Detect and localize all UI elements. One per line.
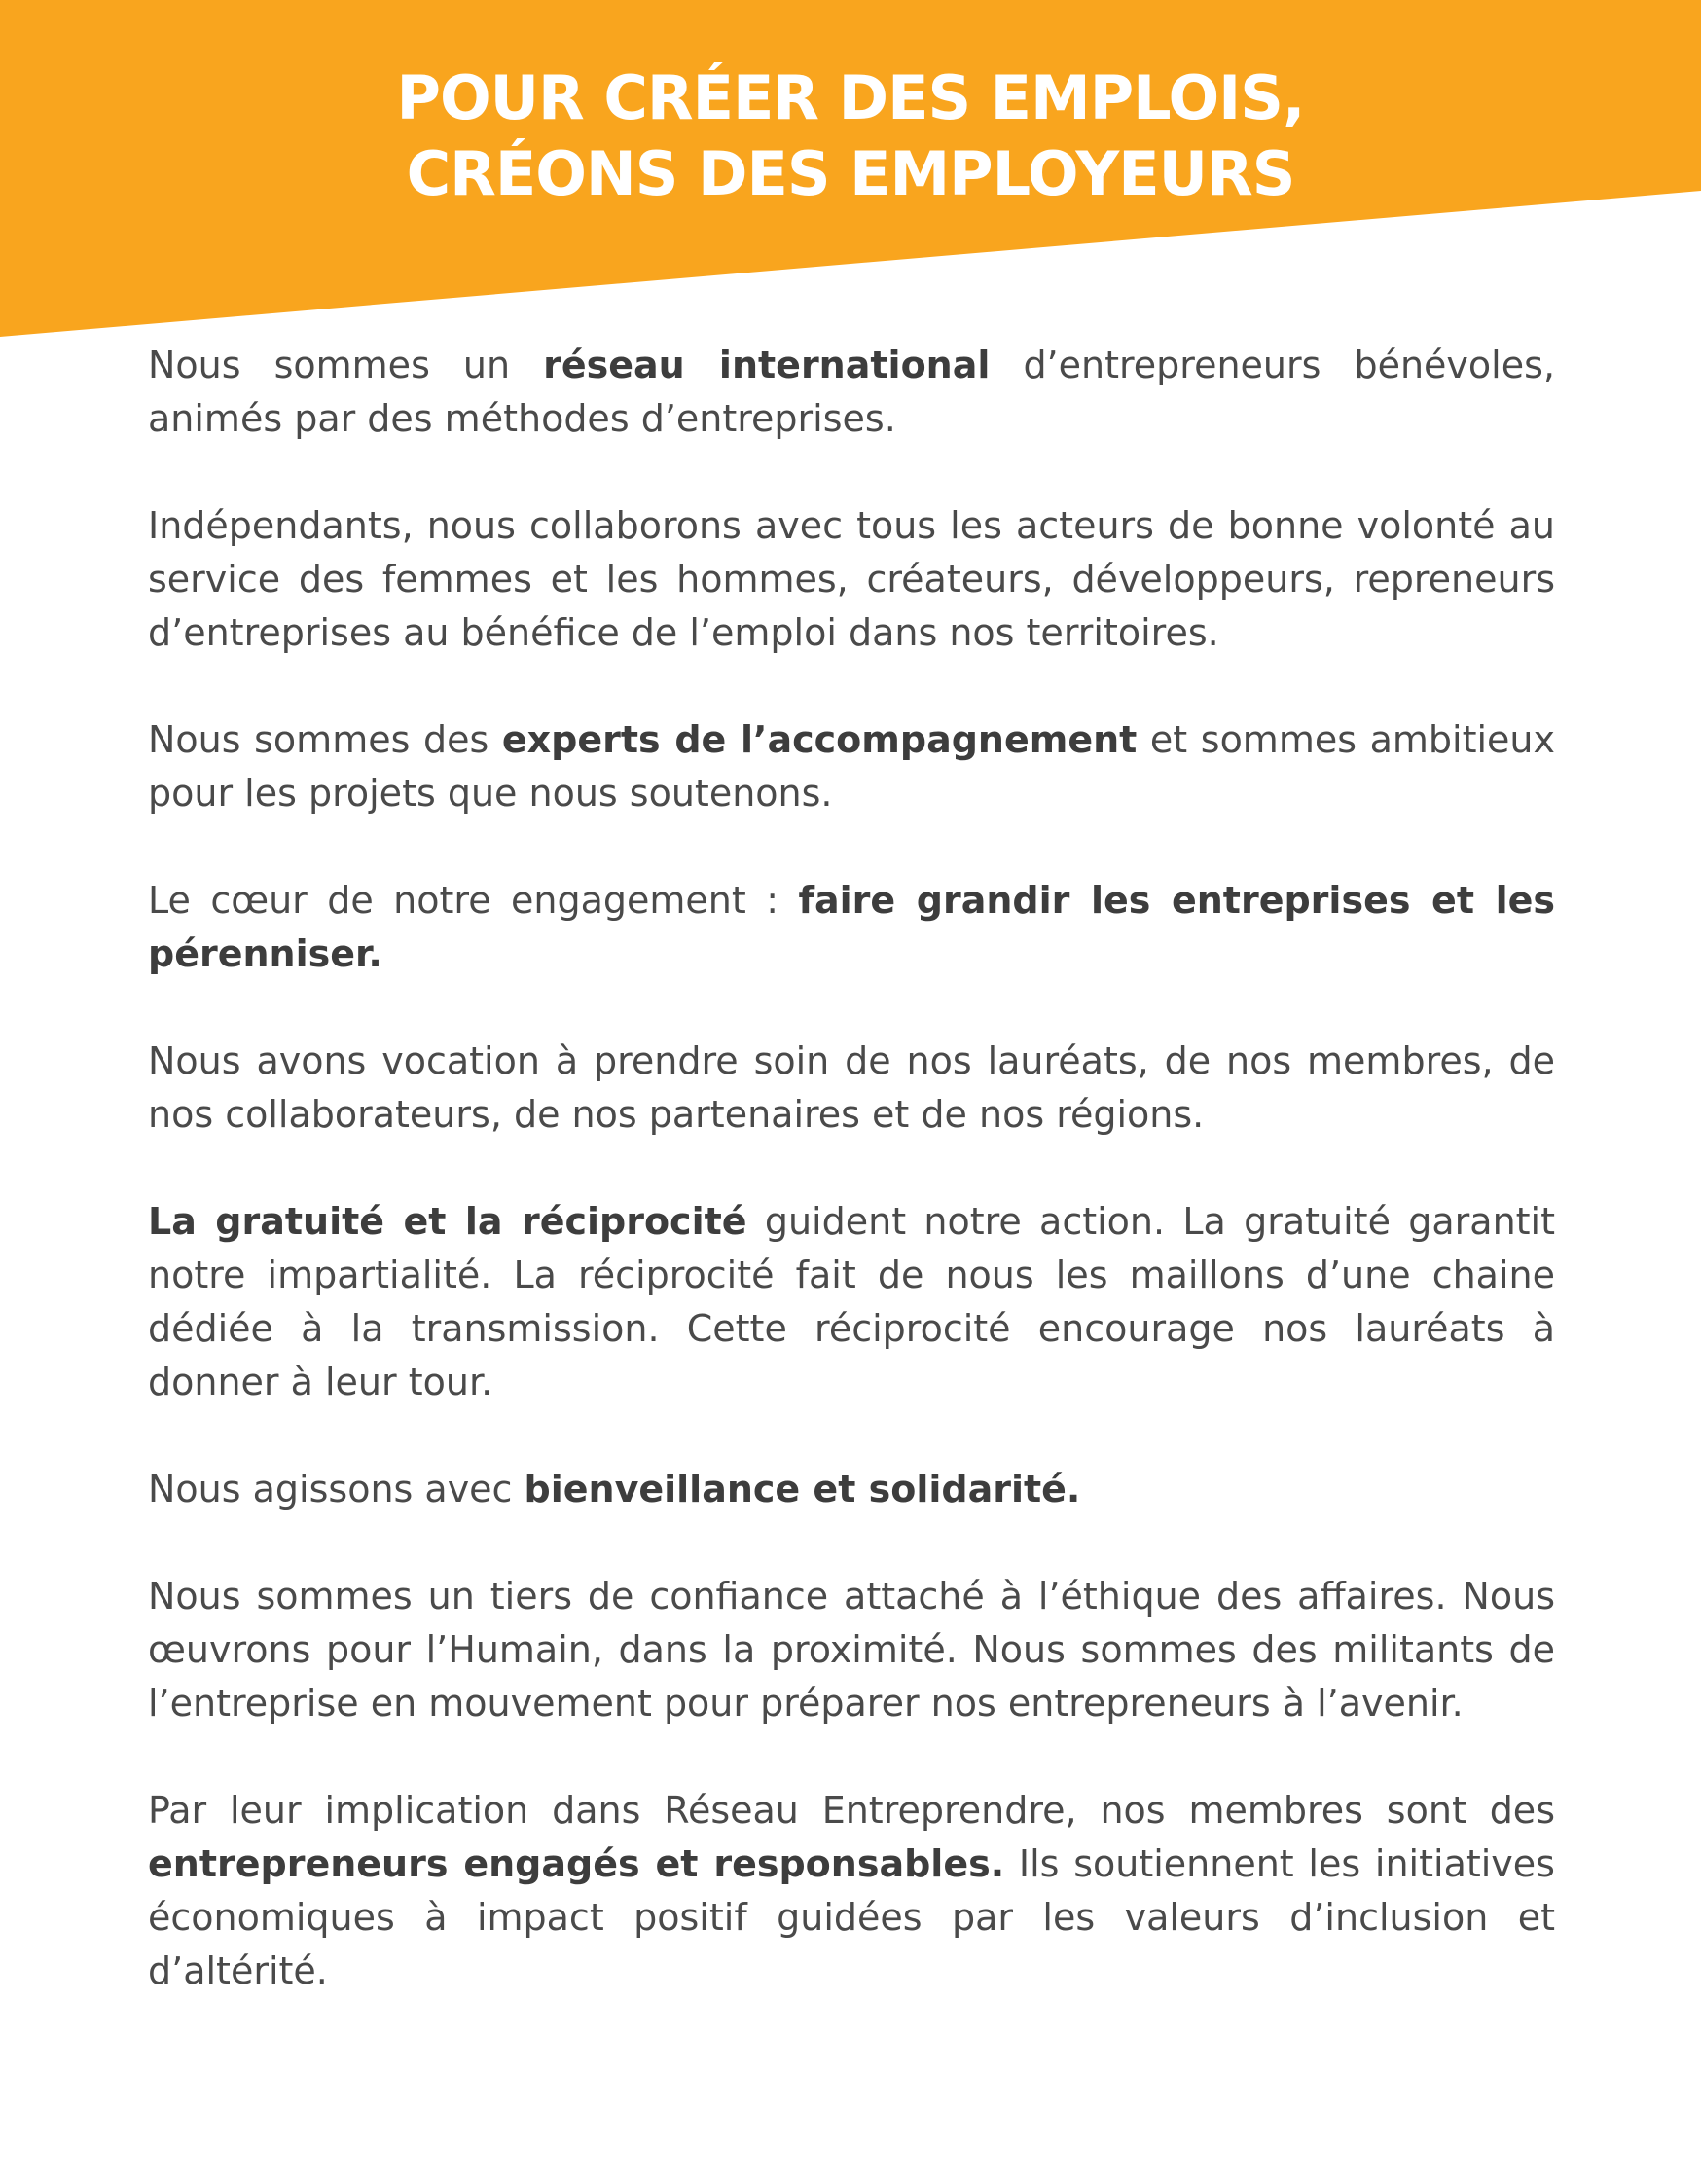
paragraph-bienveillance bbox=[148, 1463, 1555, 1516]
page-title bbox=[0, 60, 1701, 212]
body-text bbox=[148, 339, 1555, 1998]
text-segment: Nous agissons avec bbox=[148, 1468, 525, 1511]
text-segment: Nous avons vocation à prendre soin de nos lauréats, de nos membres, de nos collaborateurs, de nos partenaires et de nos régions. bbox=[148, 1039, 1555, 1136]
text-segment: guident notre action. La gratuité garantit notre impartialité. La réciprocité fait de nous les maillons d’une chaine dédiée à la transmission. Cette réciprocité encourage nos lauréats à donner à leur tour. bbox=[148, 1200, 1556, 1403]
page-title-line-2: CRÉONS DES EMPLOYEURS bbox=[406, 138, 1295, 209]
page-title-line-1: POUR CRÉER DES EMPLOIS, bbox=[396, 62, 1305, 133]
text-segment: Nous sommes des bbox=[148, 718, 502, 761]
text-segment: d’entrepreneurs bénévoles, animés par des méthodes d’entreprises. bbox=[148, 344, 1555, 440]
text-segment-bold: experts de l’accompagnement bbox=[501, 718, 1138, 761]
text-segment-bold: entrepreneurs engagés et responsables. bbox=[148, 1842, 1005, 1885]
text-segment: et sommes ambitieux pour les projets que nous soutenons. bbox=[148, 718, 1555, 815]
text-segment-bold: La gratuité et la réciprocité bbox=[148, 1200, 747, 1243]
paragraph-gratuite bbox=[148, 1195, 1555, 1409]
paragraph-independence bbox=[148, 499, 1555, 660]
text-segment-bold: réseau international bbox=[543, 344, 991, 386]
paragraph-experts bbox=[148, 713, 1555, 820]
text-segment: Nous sommes un tiers de confiance attaché à l’éthique des affaires. Nous œuvrons pour l’Humain, dans la proximité. Nous sommes des militants de l’entreprise en mouvement pour préparer nos entrepreneurs à l’avenir. bbox=[148, 1575, 1555, 1725]
text-segment: Indépendants, nous collaborons avec tous les acteurs de bonne volonté au service des femmes et les hommes, créateurs, développeurs, repreneurs d’entreprises au bénéfice de l’emploi dans nos territoires. bbox=[148, 504, 1555, 654]
text-segment-bold: bienveillance et solidarité. bbox=[524, 1468, 1081, 1511]
text-segment: Le cœur de notre engagement : bbox=[148, 879, 799, 922]
paragraph-network bbox=[148, 339, 1555, 446]
paragraph-vocation bbox=[148, 1035, 1555, 1142]
text-segment-bold: faire grandir les entreprises et les pérenniser. bbox=[148, 879, 1555, 975]
text-segment: Nous sommes un bbox=[148, 344, 544, 386]
paragraph-engagement bbox=[148, 874, 1555, 981]
text-segment: Par leur implication dans Réseau Entreprendre, nos membres sont des bbox=[148, 1789, 1555, 1832]
text-segment: Ils soutiennent les initiatives économiques à impact positif guidées par les valeurs d’inclusion et d’altérité. bbox=[148, 1842, 1555, 1992]
paragraph-confiance bbox=[148, 1570, 1555, 1730]
paragraph-membres bbox=[148, 1784, 1555, 1998]
